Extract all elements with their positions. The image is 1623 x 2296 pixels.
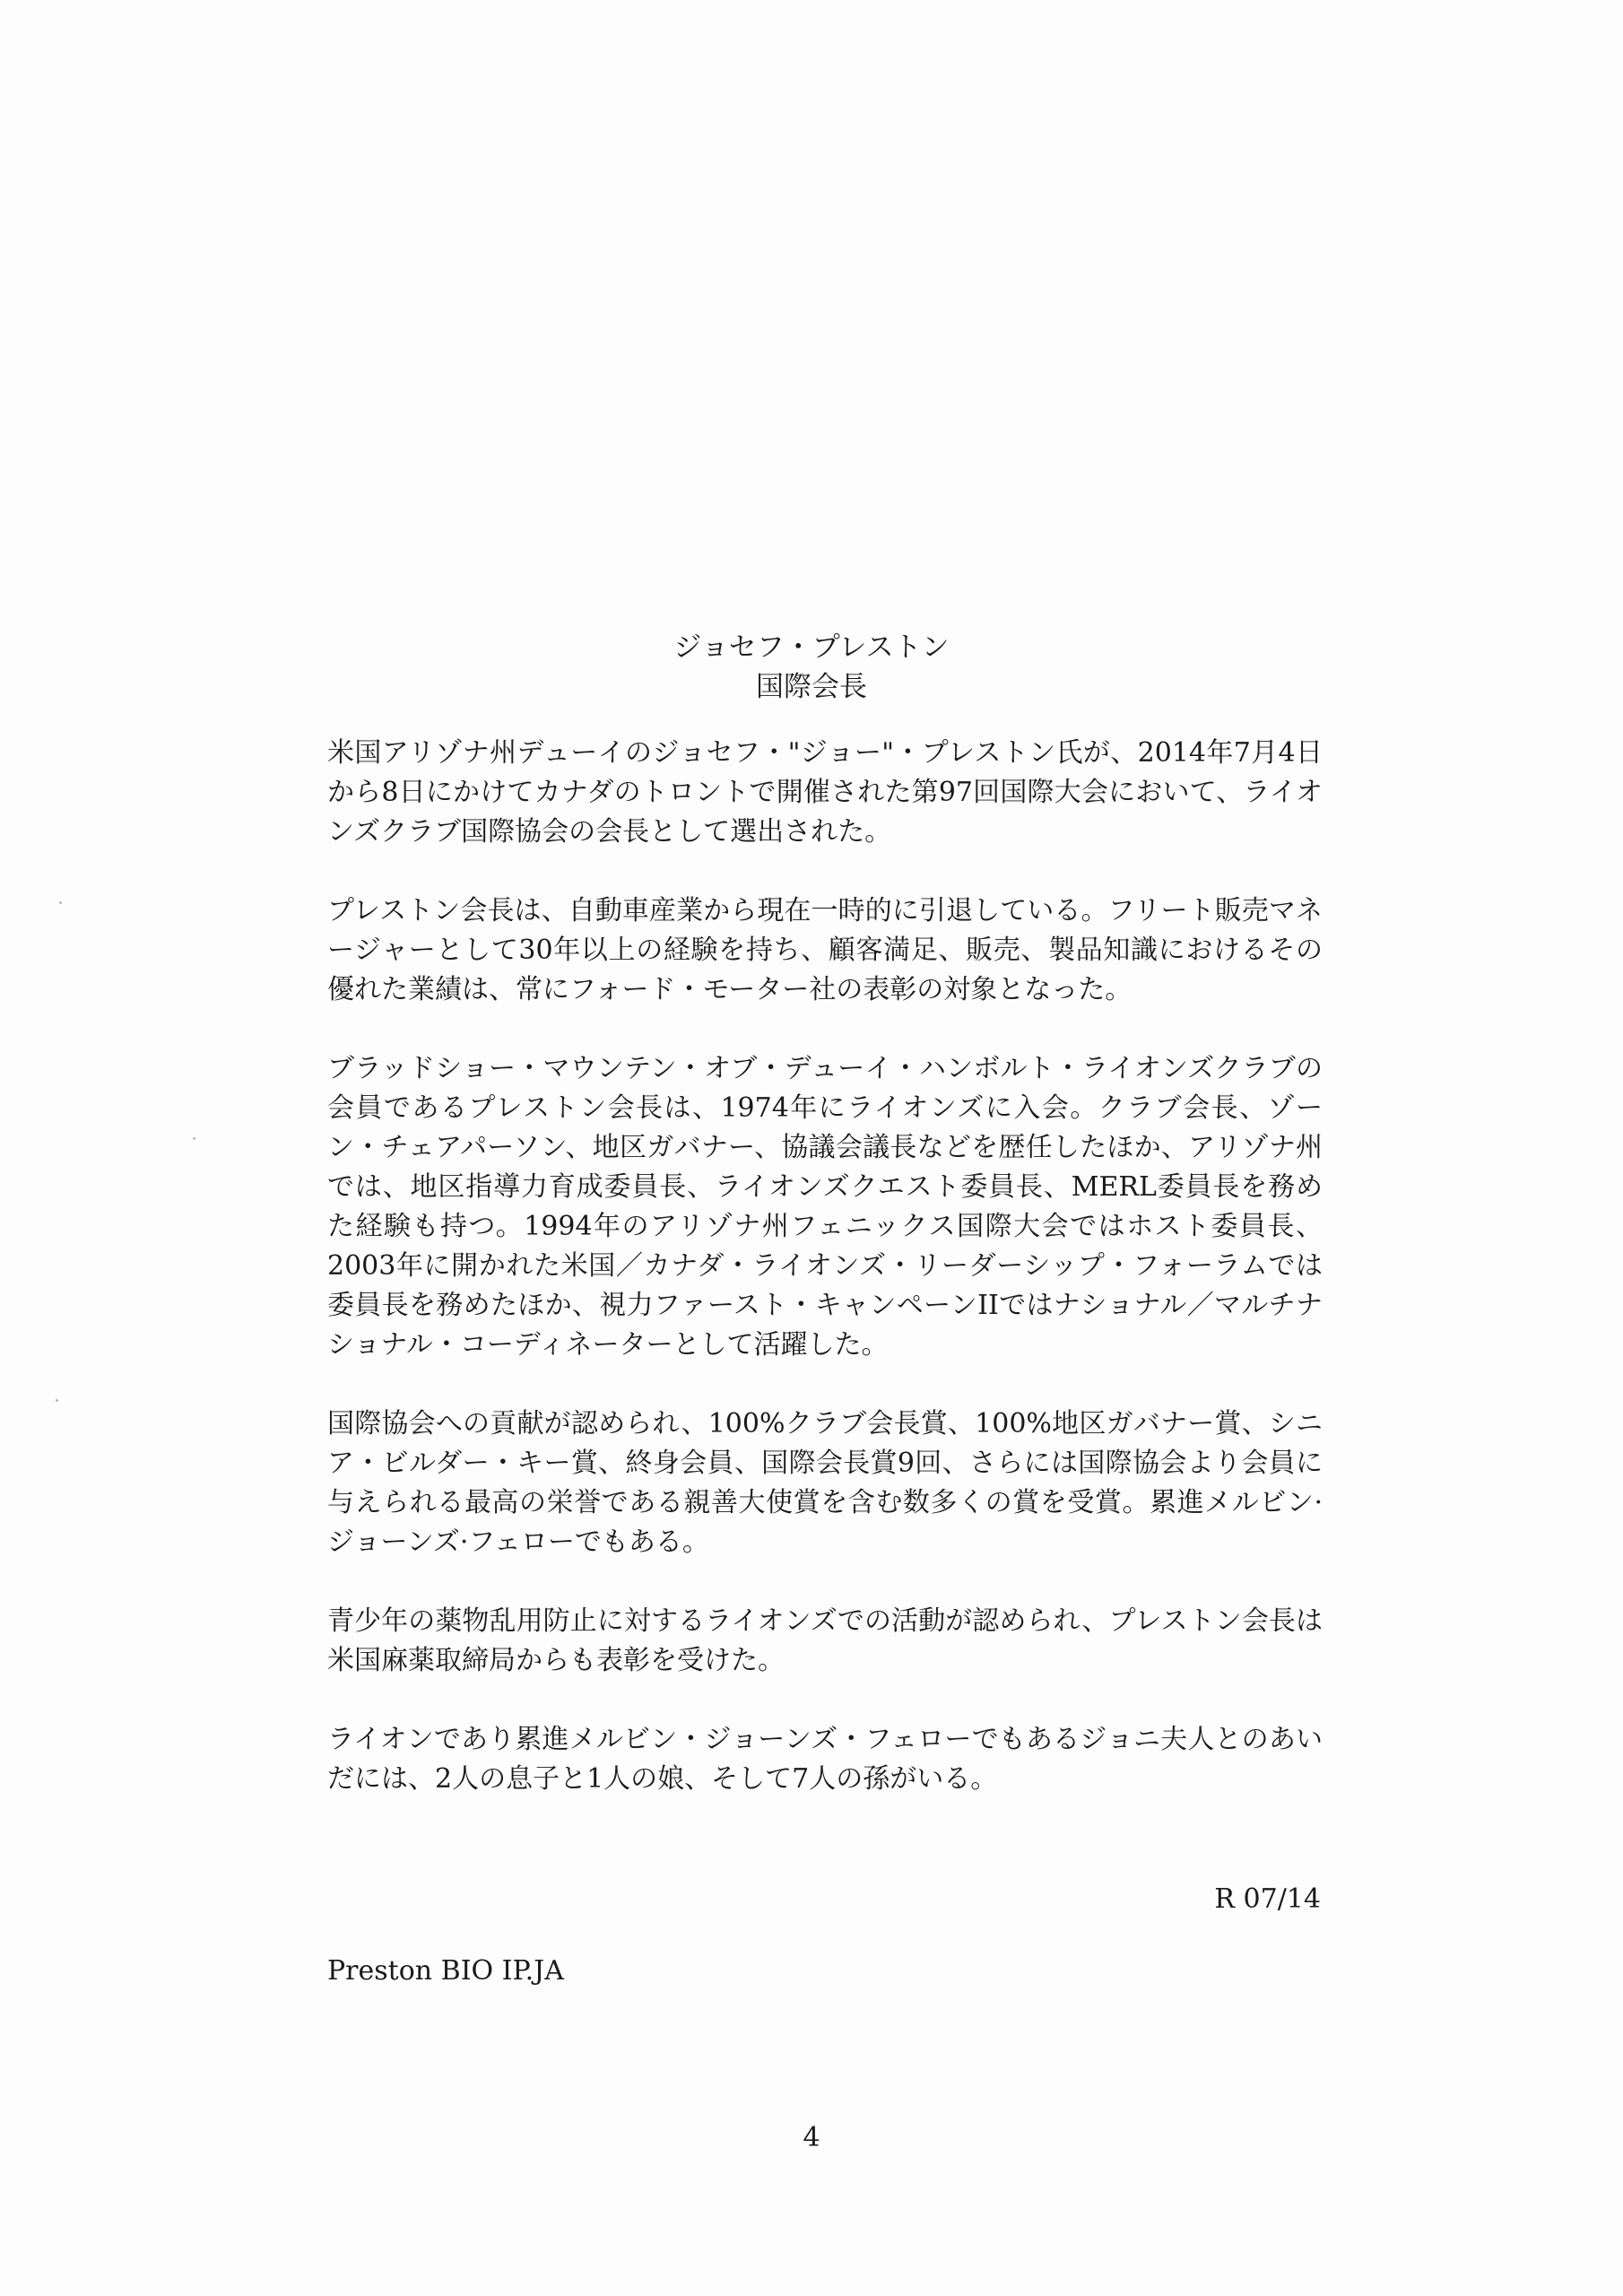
paragraph-election: 米国アリゾナ州デューイのジョセフ・"ジョー"・プレストン氏が、2014年7月4日から8日にかけてカナダのトロントで開催された第97回国際大会において、ライオンズクラブ国際協会の会長として選出された。	[327, 737, 1323, 848]
scan-speck	[193, 1137, 195, 1140]
file-reference: Preston BIO IP.JA	[327, 1955, 564, 1987]
paragraph-family: ライオンであり累進メルビン・ジョーンズ・フェローでもあるジョニ夫人とのあいだには、2人の息子と1人の娘、そして7人の孫がいる。	[327, 1724, 1323, 1795]
person-title: 国際会長	[756, 671, 867, 703]
paragraph-career: プレストン会長は、自動車産業から現在一時的に引退している。フリート販売マネージャーとして30年以上の経験を持ち、顧客満足、販売、製品知識におけるその優れた業績は、常にフォード・モーター社の表彰の対象となった。	[327, 895, 1323, 1005]
revision-code: R 07/14	[1214, 1883, 1321, 1915]
page-number: 4	[803, 2122, 820, 2153]
paragraph-drug-prevention: 青少年の薬物乱用防止に対するライオンズでの活動が認められ、プレストン会長は米国麻薬取締局からも表彰を受けた。	[327, 1605, 1323, 1676]
paragraph-awards: 国際協会への貢献が認められ、100%クラブ会長賞、100%地区ガバナー賞、シニア・ビルダー・キー賞、終身会員、国際会長賞9回、さらには国際協会より会員に与えられる最高の栄誉である親善大使賞を含む数多くの賞を受賞。累進メルビン·ジョーンズ·フェローでもある。	[327, 1408, 1323, 1558]
paragraph-lions-history: ブラッドショー・マウンテン・オブ・デューイ・ハンボルト・ライオンズクラブの会員であるプレストン会長は、1974年にライオンズに入会。クラブ会長、ゾーン・チェアパーソン、地区ガバナー、協議会議長などを歴任したほか、アリゾナ州では、地区指導力育成委員長、ライオンズクエスト委員長、MERL委員長を務めた経験も持つ。1994年のアリゾナ州フェニックス国際大会ではホスト委員長、2003年に開かれた米国／カナダ・ライオンズ・リーダーシップ・フォーラムでは委員長を務めたほか、視力ファースト・キャンペーンIIではナショナル／マルチナショナル・コーディネーターとして活躍した。	[327, 1053, 1323, 1361]
scan-speck	[56, 1399, 58, 1402]
scan-speck	[59, 901, 62, 904]
person-name: ジョセフ・プレストン	[673, 631, 950, 664]
document-heading	[0, 628, 1623, 707]
biography-body	[327, 734, 1323, 1839]
